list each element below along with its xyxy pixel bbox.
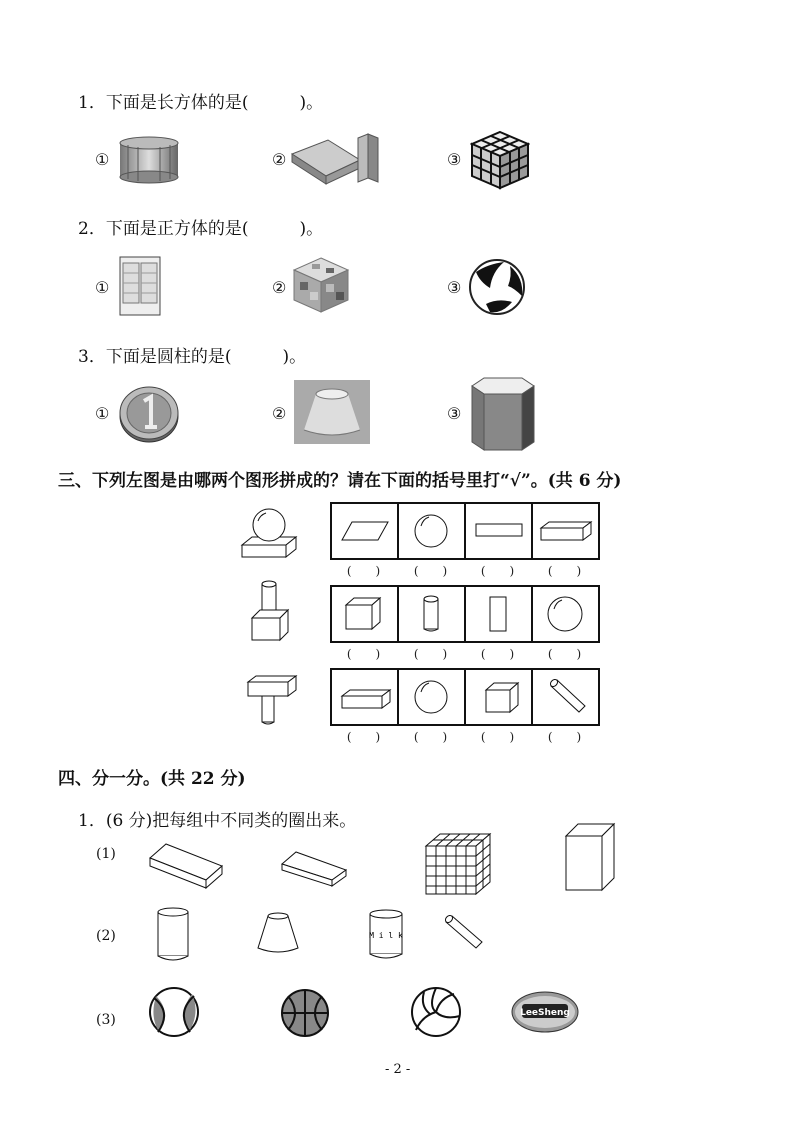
option-circle <box>399 504 466 558</box>
option-cuboid <box>332 670 399 724</box>
group-2-item-small-cylinder[interactable] <box>444 912 484 956</box>
q3-option-3-marker[interactable]: ③ <box>447 404 462 423</box>
paren-row-1 <box>330 562 598 579</box>
group-1-label: (1) <box>96 846 116 862</box>
option-rectangle <box>466 504 533 558</box>
section-3-title: 三、下列左图是由哪两个图形拼成的？请在下面的括号里打“√”。(共 6 分) <box>58 471 622 491</box>
options-grid-row-1 <box>330 502 600 560</box>
hexagonal-prism-image <box>470 376 536 456</box>
q1-option-1-marker[interactable]: ① <box>95 150 110 169</box>
bricks-image <box>290 132 385 191</box>
answer-paren[interactable]: ( ) <box>413 730 448 744</box>
page-number: - 2 - <box>385 1062 411 1077</box>
paren-row-2 <box>330 645 598 662</box>
option-sphere <box>533 587 598 641</box>
group-3-item-ball[interactable] <box>148 986 200 1042</box>
answer-paren[interactable]: ( ) <box>346 564 381 578</box>
group-3-item-basketball[interactable] <box>280 988 330 1042</box>
option-cuboid <box>533 504 598 558</box>
options-grid-row-2 <box>330 585 600 643</box>
answer-paren[interactable]: ( ) <box>480 647 515 661</box>
option-cube <box>332 587 399 641</box>
coin-image <box>118 385 180 447</box>
group-2-item-milk-can[interactable] <box>368 908 404 964</box>
answer-paren[interactable]: ( ) <box>346 647 381 661</box>
option-sphere <box>399 670 466 724</box>
option-parallelogram <box>332 504 399 558</box>
group-3-item-rugby-ball[interactable] <box>510 990 580 1038</box>
q2-option-2-marker[interactable]: ② <box>272 278 287 297</box>
option-cylinder <box>399 587 466 641</box>
q2-option-1-marker[interactable]: ① <box>95 278 110 297</box>
answer-paren[interactable]: ( ) <box>547 647 582 661</box>
paren-row-3 <box>330 728 598 745</box>
group-1-item-tall-cuboid[interactable] <box>564 822 616 896</box>
answer-paren[interactable]: ( ) <box>480 564 515 578</box>
section-4-question-1: 1．(6 分)把每组中不同类的圈出来。 <box>78 811 357 831</box>
question-1: 1．下面是长方体的是( )。 <box>78 93 324 113</box>
option-rectangle-tall <box>466 587 533 641</box>
answer-paren[interactable]: ( ) <box>346 730 381 744</box>
color-cube-image <box>292 256 350 318</box>
group-2-label: (2) <box>96 928 116 944</box>
group-1-item-grid-cube[interactable] <box>424 832 492 900</box>
milk-label: M i l k <box>369 931 403 940</box>
section-4-title: 四、分一分。(共 22 分) <box>58 769 246 789</box>
answer-paren[interactable]: ( ) <box>413 647 448 661</box>
answer-paren[interactable]: ( ) <box>480 730 515 744</box>
rugby-label: LeeSheng <box>520 1008 570 1018</box>
ball-image <box>468 258 526 320</box>
q3-option-1-marker[interactable]: ① <box>95 404 110 423</box>
question-3: 3．下面是圆柱的是( )。 <box>78 347 307 367</box>
coil-image <box>118 135 180 189</box>
group-3-label: (3) <box>96 1012 116 1028</box>
q1-option-2-marker[interactable]: ② <box>272 150 287 169</box>
group-1-item-cuboid-1[interactable] <box>146 840 226 894</box>
composite-cylinder-on-cube <box>248 580 294 646</box>
answer-paren[interactable]: ( ) <box>547 730 582 744</box>
q3-option-2-marker[interactable]: ② <box>272 404 287 423</box>
group-2-item-frustum[interactable] <box>254 910 302 960</box>
refrigerator-image <box>118 255 162 321</box>
frustum-image <box>294 380 370 448</box>
group-3-item-volleyball[interactable] <box>410 986 462 1042</box>
option-cube <box>466 670 533 724</box>
composite-sphere-on-cuboid <box>240 505 300 563</box>
option-tilted-cylinder <box>533 670 598 724</box>
options-grid-row-3 <box>330 668 600 726</box>
rubik-cube-image <box>470 130 530 194</box>
composite-cuboid-on-cylinder <box>244 672 300 732</box>
q2-option-3-marker[interactable]: ③ <box>447 278 462 297</box>
answer-paren[interactable]: ( ) <box>413 564 448 578</box>
group-1-item-cuboid-2[interactable] <box>278 848 350 892</box>
answer-paren[interactable]: ( ) <box>547 564 582 578</box>
q1-option-3-marker[interactable]: ③ <box>447 150 462 169</box>
group-2-item-cylinder[interactable] <box>156 906 190 966</box>
question-2: 2．下面是正方体的是( )。 <box>78 219 324 239</box>
